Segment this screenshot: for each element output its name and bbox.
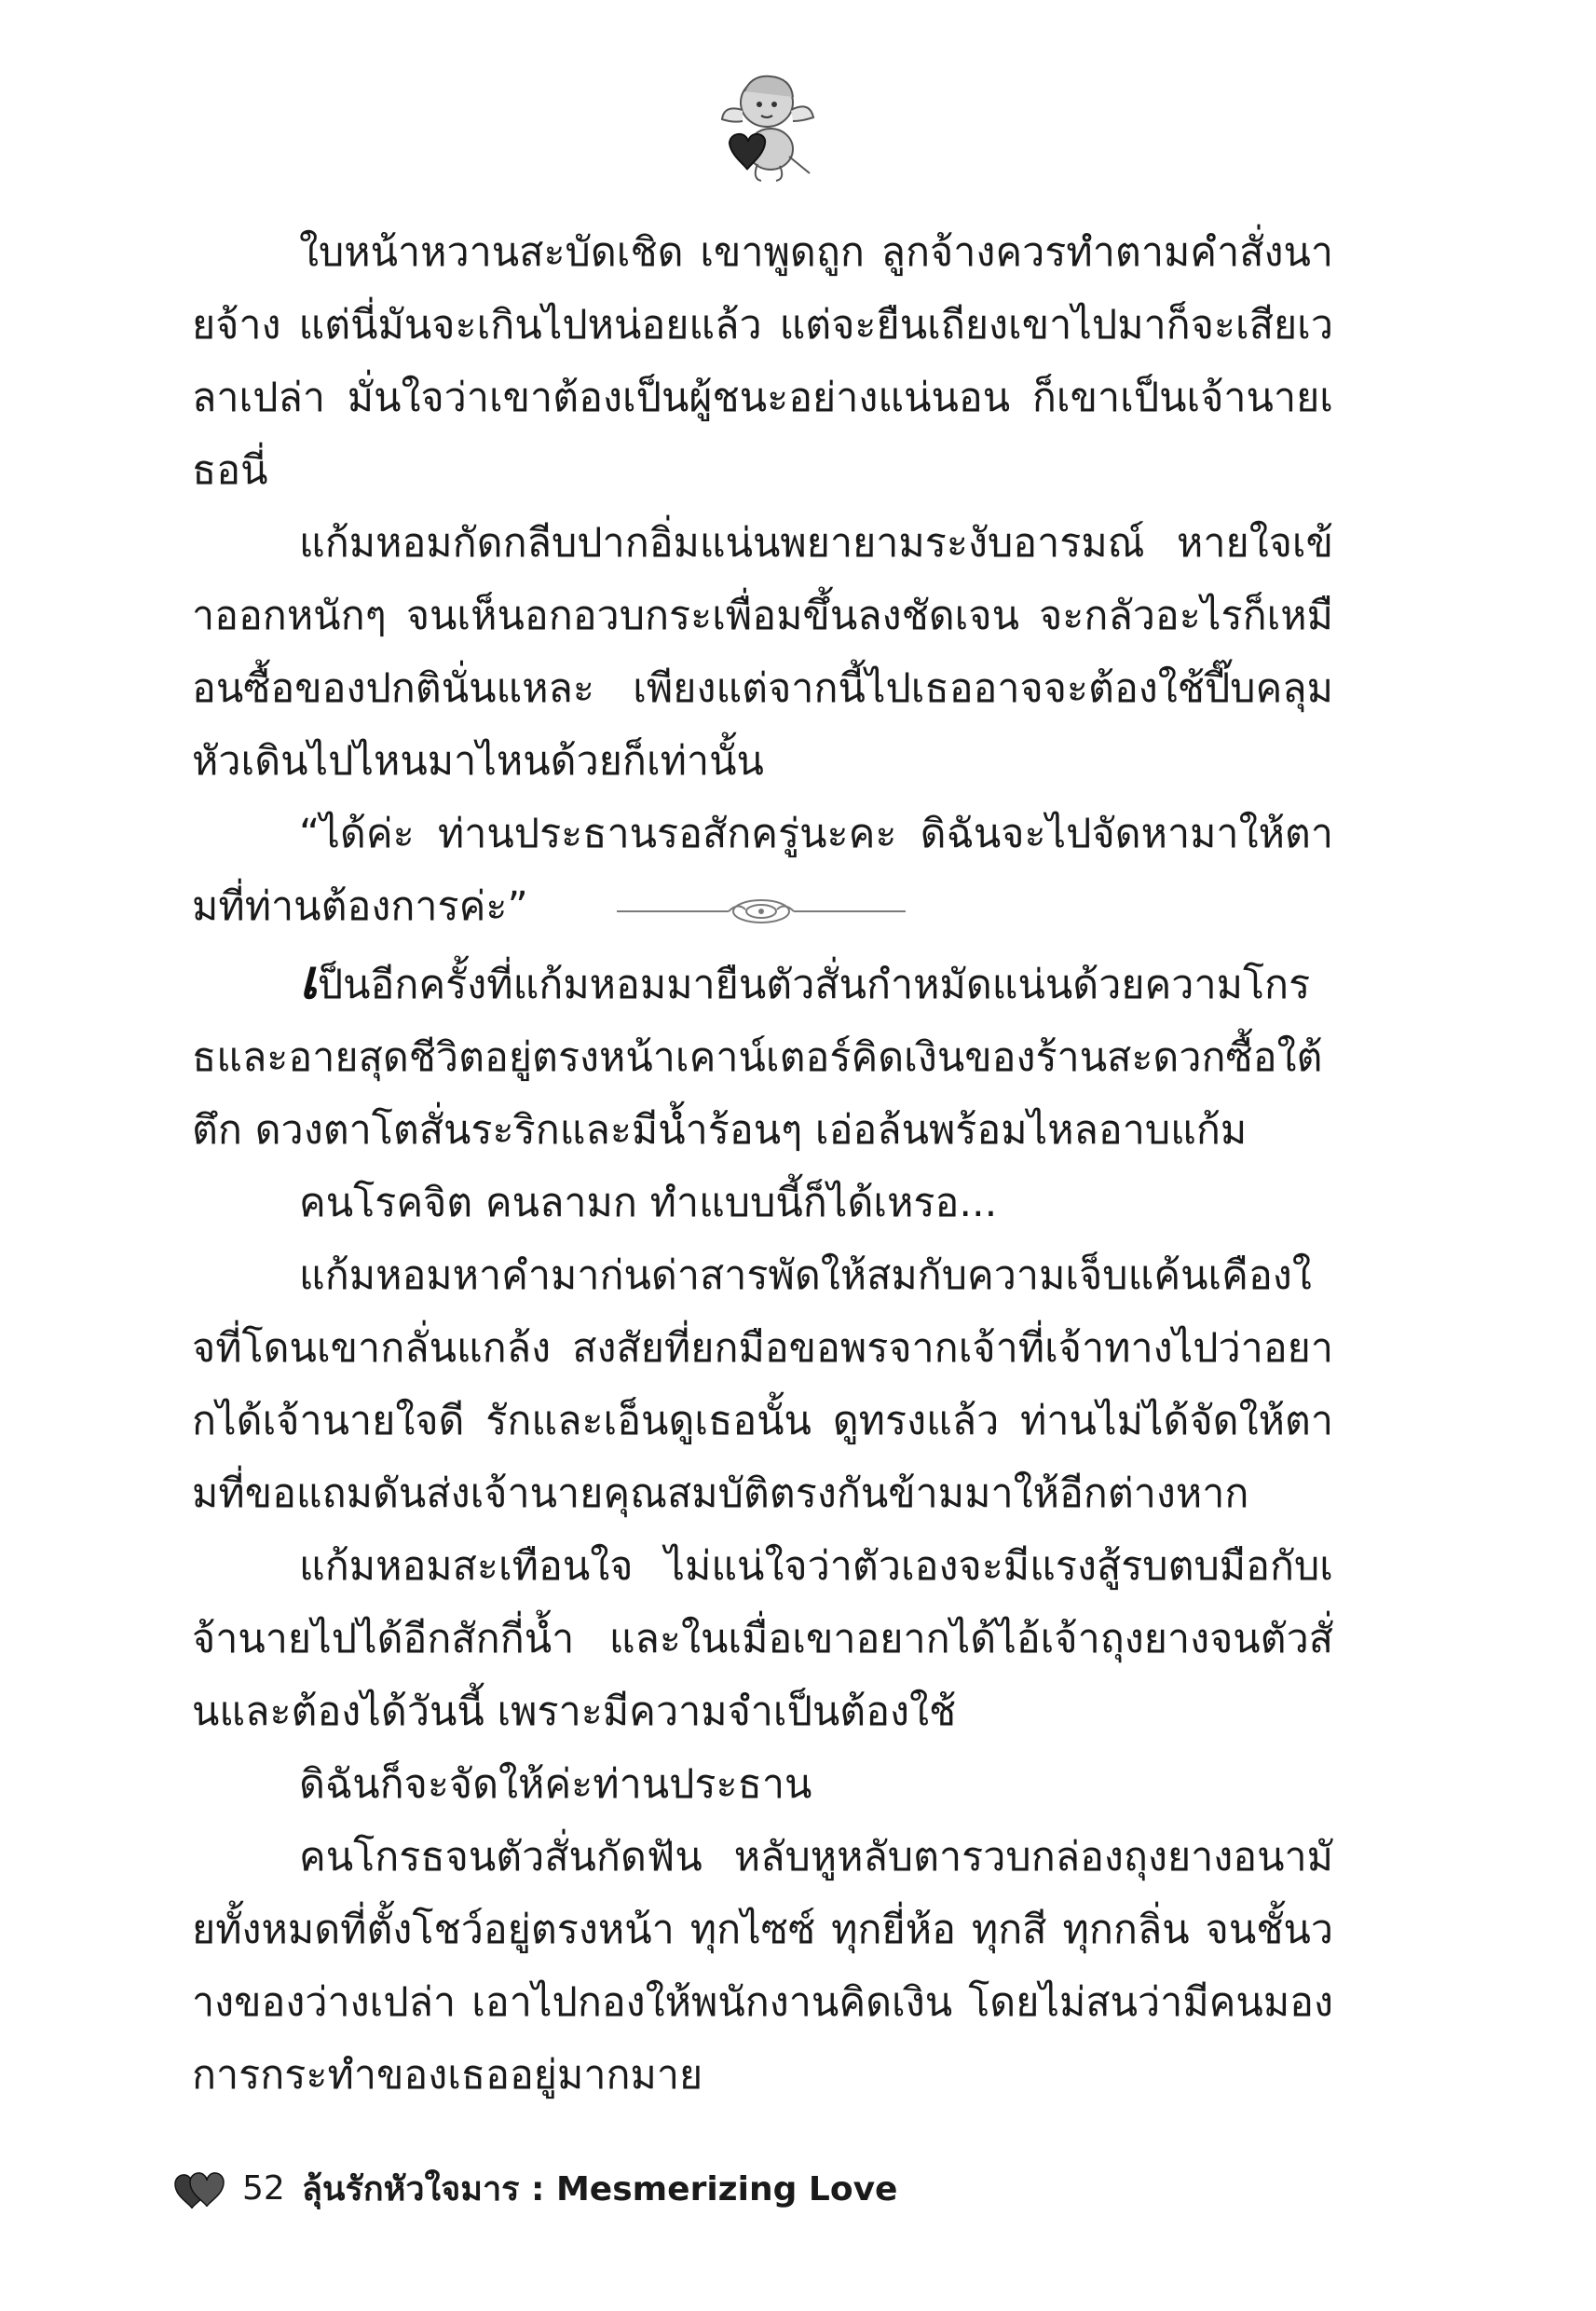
- book-title: ลุ้นรักหัวใจมาร : Mesmerizing Love: [301, 2169, 898, 2208]
- paragraph: คนโรคจิต คนลามก ทำแบบนี้ก็ได้เหรอ...: [299, 1180, 998, 1226]
- section-one: [192, 216, 1333, 943]
- paragraph: ใบหน้าหวานสะบัดเชิด เขาพูดถูก ลูกจ้างควรทำตามคำสั่งนายจ้าง แต่นี่มันจะเกินไปหน่อยแล้ว แต่จะยืนเถียงเขาไปมาก็จะเสียเวลาเปล่า มั่นใจว่าเขาต้องเป็นผู้ชนะอย่างแน่นอน ก็เขาเป็นเจ้านายเธอนี่: [192, 229, 1333, 494]
- paragraph: แก้มหอมหาคำมาก่นด่าสารพัดให้สมกับความเจ็บแค้นเคืองใจที่โดนเขากลั่นแกล้ง สงสัยที่ยกมือขอพรจากเจ้าที่เจ้าทางไปว่าอยากได้เจ้านายใจดี รักและเอ็นดูเธอนั้น ดูทรงแล้ว ท่านไม่ได้จัดให้ตามที่ขอแถมดันส่งเจ้านายคุณสมบัติตรงกันข้ามมาให้อีกต่างหาก: [192, 1252, 1333, 1517]
- ornamental-divider-icon: [617, 893, 906, 930]
- paragraph: ดิฉันก็จะจัดให้ค่ะท่านประธาน: [299, 1761, 812, 1808]
- page-footer: [170, 2160, 897, 2216]
- paragraph-text: ป็นอีกครั้งที่แก้มหอมมายืนตัวสั่นกำหมัดแน่นด้วยความโกรธและอายสุดชีวิตอยู่ตรงหน้าเคาน์เตอร์คิดเงินของร้านสะดวกซื้อใต้ตึก ดวงตาโตสั่นระริกและมีน้ำร้อนๆ เอ่อล้นพร้อมไหลอาบแก้ม: [192, 962, 1323, 1154]
- section-two: [192, 949, 1333, 2112]
- paragraph: แก้มหอมสะเทือนใจ ไม่แน่ใจว่าตัวเองจะมีแรงสู้รบตบมือกับเจ้านายไปได้อีกสักกี่น้ำ และในเมื่อเขาอยากได้ไอ้เจ้าถุงยางจนตัวสั่นและต้องได้วันนี้ เพราะมีความจำเป็นต้องใช้: [192, 1543, 1333, 1735]
- drop-cap: เ: [299, 948, 318, 1011]
- paragraph: แก้มหอมกัดกลีบปากอิ่มแน่นพยายามระงับอารมณ์ หายใจเข้าออกหนักๆ จนเห็นอกอวบกระเพื่อมขึ้นลงชัดเจน จะกลัวอะไรก็เหมือนซื้อของปกตินั่นแหละ เพียงแต่จากนี้ไปเธออาจจะต้องใช้ปี๊บคลุมหัวเดินไปไหนมาไหนด้วยก็เท่านั้น: [192, 520, 1333, 785]
- paragraph-with-dropcap: [192, 949, 1333, 1167]
- cupid-with-heart-icon: [705, 63, 817, 185]
- paragraph: “ได้ค่ะ ท่านประธานรอสักครู่นะคะ ดิฉันจะไปจัดหามาให้ตามที่ท่านต้องการค่ะ”: [192, 811, 1333, 930]
- paragraph: คนโกรธจนตัวสั่นกัดฟัน หลับหูหลับตารวบกล่องถุงยางอนามัยทั้งหมดที่ตั้งโชว์อยู่ตรงหน้า ทุกไซซ์ ทุกยี่ห้อ ทุกสี ทุกกลิ่น จนชั้นวางของว่างเปล่า เอาไปกองให้พนักงานคิดเงิน โดยไม่สนว่ามีคนมองการกระทำของเธออยู่มากมาย: [192, 1834, 1333, 2099]
- two-hearts-icon: [170, 2164, 225, 2212]
- page-number: 52: [242, 2168, 285, 2208]
